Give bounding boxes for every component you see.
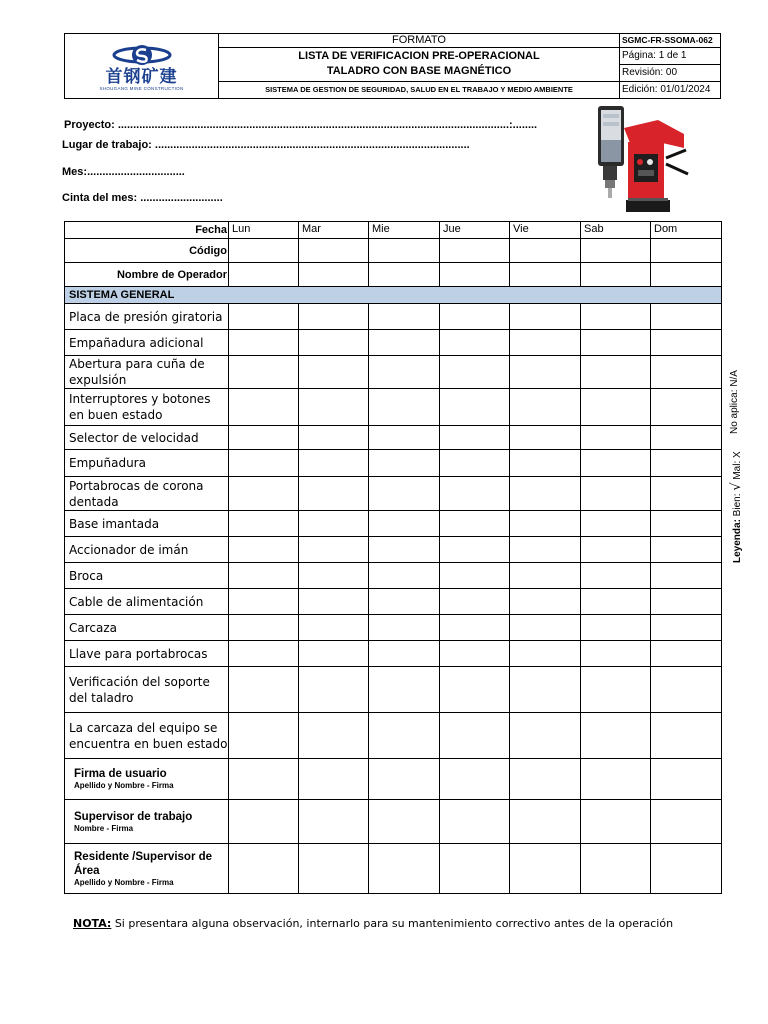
check-cell[interactable]: [651, 426, 722, 450]
check-cell[interactable]: [581, 450, 651, 477]
check-cell[interactable]: [229, 615, 299, 641]
check-cell[interactable]: [299, 356, 369, 389]
page-number: Página: 1 de 1: [620, 48, 721, 65]
signature-subtitle: Apellido y Nombre - Firma: [74, 781, 174, 790]
check-cell[interactable]: [299, 263, 369, 287]
fecha-row: [65, 222, 722, 239]
checklist-row: [65, 477, 722, 511]
title-line-2: TALADRO CON BASE MAGNÉTICO: [326, 65, 512, 78]
check-cell[interactable]: [581, 641, 651, 667]
revision-number: Revisión: 00: [620, 64, 721, 81]
fecha-label: Fecha: [65, 222, 229, 239]
check-cell[interactable]: [229, 477, 299, 511]
check-cell[interactable]: [440, 589, 510, 615]
signature-label: [65, 844, 229, 894]
check-cell[interactable]: [581, 615, 651, 641]
check-cell[interactable]: [581, 759, 651, 800]
check-cell[interactable]: [440, 356, 510, 389]
check-cell[interactable]: [651, 330, 722, 356]
title-line-1: LISTA DE VERIFICACION PRE-OPERACIONAL: [298, 50, 540, 63]
check-cell[interactable]: [229, 641, 299, 667]
check-cell[interactable]: [581, 389, 651, 426]
day-0: Lun: [229, 222, 299, 239]
checklist-item-label: Base imantada: [65, 511, 229, 537]
checklist-row: [65, 356, 722, 389]
check-cell[interactable]: [369, 356, 440, 389]
legend-check: √: [729, 482, 744, 491]
check-cell[interactable]: [229, 759, 299, 800]
check-cell[interactable]: [299, 615, 369, 641]
check-cell[interactable]: [229, 330, 299, 356]
signature-row: [65, 844, 722, 894]
lugar-label: Lugar de trabajo:: [62, 139, 152, 151]
header-table: [64, 33, 721, 99]
check-cell[interactable]: [581, 537, 651, 563]
checklist-row: [65, 389, 722, 426]
check-cell[interactable]: [299, 667, 369, 713]
legend: [729, 451, 744, 563]
codigo-label: Código: [65, 239, 229, 263]
mes-label: Mes:: [62, 166, 88, 178]
check-cell[interactable]: [581, 356, 651, 389]
checklist-row: [65, 450, 722, 477]
check-cell[interactable]: [510, 477, 581, 511]
check-cell[interactable]: [299, 589, 369, 615]
day-5: Sab: [581, 222, 651, 239]
check-cell[interactable]: [299, 426, 369, 450]
check-cell[interactable]: [229, 844, 299, 894]
check-cell[interactable]: [369, 713, 440, 759]
check-cell[interactable]: [440, 450, 510, 477]
edition-date: Edición: 01/01/2024: [620, 81, 721, 98]
check-cell[interactable]: [651, 263, 722, 287]
signature-title: Supervisor de trabajo: [74, 810, 193, 823]
check-cell[interactable]: [369, 589, 440, 615]
check-cell[interactable]: [440, 759, 510, 800]
check-cell[interactable]: [229, 667, 299, 713]
check-cell[interactable]: [229, 356, 299, 389]
check-cell[interactable]: [369, 304, 440, 330]
check-cell[interactable]: [229, 239, 299, 263]
check-cell[interactable]: [229, 263, 299, 287]
checklist-row: [65, 615, 722, 641]
check-cell[interactable]: [299, 641, 369, 667]
check-cell[interactable]: [581, 330, 651, 356]
check-cell[interactable]: [651, 713, 722, 759]
legend-label: Leyenda:: [732, 519, 743, 563]
check-cell[interactable]: [369, 563, 440, 589]
check-cell[interactable]: [651, 304, 722, 330]
check-cell[interactable]: [651, 844, 722, 894]
checklist-row: [65, 426, 722, 450]
legend-na: No aplica: N/A: [729, 370, 740, 434]
check-cell[interactable]: [440, 239, 510, 263]
formato-label: FORMATO: [219, 34, 620, 48]
check-cell[interactable]: [299, 537, 369, 563]
signature-label: [65, 759, 229, 800]
check-cell[interactable]: [440, 511, 510, 537]
check-cell[interactable]: [510, 511, 581, 537]
checklist-item-label: Carcaza: [65, 615, 229, 641]
section-row: [65, 287, 722, 304]
check-cell[interactable]: [510, 713, 581, 759]
check-cell[interactable]: [510, 615, 581, 641]
checklist-item-label: Cable de alimentación: [65, 589, 229, 615]
check-cell[interactable]: [229, 589, 299, 615]
checklist-item-label: Accionador de imán: [65, 537, 229, 563]
check-cell[interactable]: [229, 511, 299, 537]
check-cell[interactable]: [440, 641, 510, 667]
checklist-table: [64, 221, 722, 894]
check-cell[interactable]: [440, 615, 510, 641]
check-cell[interactable]: [369, 759, 440, 800]
management-system-label: SISTEMA DE GESTION DE SEGURIDAD, SALUD EN EL TRABAJO Y MEDIO AMBIENTE: [219, 81, 620, 98]
check-cell[interactable]: [651, 511, 722, 537]
check-cell[interactable]: [581, 667, 651, 713]
footer-note: [73, 917, 673, 930]
check-cell[interactable]: [229, 450, 299, 477]
check-cell[interactable]: [581, 426, 651, 450]
check-cell[interactable]: [369, 426, 440, 450]
day-2: Mie: [369, 222, 440, 239]
check-cell[interactable]: [581, 263, 651, 287]
logo-chinese-text: 首钢矿建: [105, 67, 178, 87]
document-code: SGMC-FR-SSOMA-062: [620, 34, 721, 48]
signature-row: [65, 759, 722, 800]
check-cell[interactable]: [440, 713, 510, 759]
company-logo: [65, 34, 219, 99]
check-cell[interactable]: [229, 537, 299, 563]
check-cell[interactable]: [299, 389, 369, 426]
check-cell[interactable]: [299, 511, 369, 537]
check-cell[interactable]: [369, 330, 440, 356]
check-cell[interactable]: [581, 713, 651, 759]
checklist-item-label: Verificación del soporte del taladro: [65, 667, 229, 713]
check-cell[interactable]: [299, 844, 369, 894]
check-cell[interactable]: [510, 800, 581, 844]
day-3: Jue: [440, 222, 510, 239]
check-cell[interactable]: [229, 389, 299, 426]
check-cell[interactable]: [651, 759, 722, 800]
check-cell[interactable]: [651, 356, 722, 389]
checklist-item-label: Placa de presión giratoria: [65, 304, 229, 330]
check-cell[interactable]: [510, 356, 581, 389]
check-cell[interactable]: [440, 800, 510, 844]
check-cell[interactable]: [229, 304, 299, 330]
check-cell[interactable]: [581, 304, 651, 330]
legend-mal: Mal: X: [732, 451, 743, 480]
check-cell[interactable]: [510, 330, 581, 356]
check-cell[interactable]: [651, 477, 722, 511]
check-cell[interactable]: [369, 450, 440, 477]
checklist-item-label: Interruptores y botones en buen estado: [65, 389, 229, 426]
check-cell[interactable]: [510, 537, 581, 563]
check-cell[interactable]: [510, 263, 581, 287]
signature-subtitle: Apellido y Nombre - Firma: [74, 877, 174, 887]
checklist-row: [65, 537, 722, 563]
check-cell[interactable]: [581, 589, 651, 615]
magnetic-drill-image: [588, 104, 690, 214]
checklist-row: [65, 713, 722, 759]
check-cell[interactable]: [510, 844, 581, 894]
check-cell[interactable]: [440, 304, 510, 330]
checklist-item-label: Llave para portabrocas: [65, 641, 229, 667]
check-cell[interactable]: [369, 615, 440, 641]
check-cell[interactable]: [299, 239, 369, 263]
check-cell[interactable]: [299, 477, 369, 511]
check-cell[interactable]: [369, 263, 440, 287]
check-cell[interactable]: [440, 389, 510, 426]
check-cell[interactable]: [510, 304, 581, 330]
lugar-blank[interactable]: .......................................................................................................: [154, 139, 470, 151]
check-cell[interactable]: [651, 667, 722, 713]
day-4: Vie: [510, 222, 581, 239]
check-cell[interactable]: [369, 239, 440, 263]
check-cell[interactable]: [369, 477, 440, 511]
check-cell[interactable]: [651, 589, 722, 615]
check-cell[interactable]: [369, 667, 440, 713]
mes-field[interactable]: [62, 166, 185, 178]
check-cell[interactable]: [510, 759, 581, 800]
check-cell[interactable]: [299, 563, 369, 589]
check-cell[interactable]: [510, 563, 581, 589]
check-cell[interactable]: [651, 641, 722, 667]
checklist-row: [65, 589, 722, 615]
check-cell[interactable]: [440, 563, 510, 589]
operador-label: Nombre de Operador: [65, 263, 229, 287]
day-6: Dom: [651, 222, 722, 239]
check-cell[interactable]: [581, 844, 651, 894]
day-1: Mar: [299, 222, 369, 239]
check-cell[interactable]: [299, 304, 369, 330]
check-cell[interactable]: [369, 800, 440, 844]
check-cell[interactable]: [299, 759, 369, 800]
nota-text: Si presentara alguna observación, internarlo para su mantenimiento correctivo antes de la operación: [111, 917, 674, 930]
checklist-row: [65, 563, 722, 589]
check-cell[interactable]: [440, 667, 510, 713]
check-cell[interactable]: [510, 641, 581, 667]
check-cell[interactable]: [440, 844, 510, 894]
check-cell[interactable]: [651, 450, 722, 477]
checklist-item-label: Broca: [65, 563, 229, 589]
check-cell[interactable]: [229, 800, 299, 844]
check-cell[interactable]: [651, 615, 722, 641]
signature-label: [65, 800, 229, 844]
check-cell[interactable]: [651, 800, 722, 844]
logo-english-text: SHOUGANG MINE CONSTRUCTION: [99, 86, 184, 91]
checklist-item-label: Empuñadura: [65, 450, 229, 477]
nota-label: NOTA:: [73, 917, 112, 930]
checklist-item-label: Abertura para cuña de expulsión: [65, 356, 229, 389]
check-cell[interactable]: [440, 426, 510, 450]
check-cell[interactable]: [369, 511, 440, 537]
check-cell[interactable]: [510, 426, 581, 450]
check-cell[interactable]: [440, 537, 510, 563]
check-cell[interactable]: [369, 844, 440, 894]
check-cell[interactable]: [440, 330, 510, 356]
mes-blank[interactable]: ................................: [87, 166, 185, 178]
lugar-field[interactable]: [62, 139, 470, 151]
check-cell[interactable]: [299, 713, 369, 759]
checklist-item-label: Portabrocas de corona dentada: [65, 477, 229, 511]
operador-row: [65, 263, 722, 287]
signature-row: [65, 800, 722, 844]
legend-bien: Bien:: [732, 493, 743, 517]
checklist-row: [65, 304, 722, 330]
checklist-item-label: La carcaza del equipo se encuentra en buen estado: [65, 713, 229, 759]
cinta-label: Cinta del mes:: [62, 192, 138, 204]
checklist-item-label: Empañadura adicional: [65, 330, 229, 356]
check-cell[interactable]: [510, 667, 581, 713]
signature-title: Residente /Supervisor de Área: [74, 850, 213, 877]
cinta-blank[interactable]: ...........................: [140, 192, 223, 204]
check-cell[interactable]: [440, 263, 510, 287]
check-cell[interactable]: [229, 713, 299, 759]
check-cell[interactable]: [651, 537, 722, 563]
signature-title: Firma de usuario: [74, 768, 167, 780]
proyecto-label: Proyecto:: [64, 119, 115, 131]
checklist-item-label: Selector de velocidad: [65, 426, 229, 450]
check-cell[interactable]: [510, 239, 581, 263]
check-cell[interactable]: [651, 389, 722, 426]
check-cell[interactable]: [510, 589, 581, 615]
check-cell[interactable]: [651, 563, 722, 589]
document-title: [219, 48, 620, 82]
check-cell[interactable]: [369, 641, 440, 667]
check-cell[interactable]: [299, 330, 369, 356]
check-cell[interactable]: [299, 450, 369, 477]
proyecto-blank[interactable]: ................................................................................................................................:........: [117, 119, 538, 131]
logo-emblem-icon: [112, 42, 172, 68]
check-cell[interactable]: [369, 537, 440, 563]
check-cell[interactable]: [581, 477, 651, 511]
codigo-row: [65, 239, 722, 263]
check-cell[interactable]: [581, 563, 651, 589]
section-title: SISTEMA GENERAL: [65, 287, 722, 304]
checklist-row: [65, 511, 722, 537]
check-cell[interactable]: [581, 511, 651, 537]
check-cell[interactable]: [299, 800, 369, 844]
check-cell[interactable]: [510, 389, 581, 426]
check-cell[interactable]: [369, 389, 440, 426]
check-cell[interactable]: [229, 426, 299, 450]
signature-subtitle: Nombre - Firma: [74, 823, 134, 833]
check-cell[interactable]: [440, 477, 510, 511]
proyecto-field[interactable]: [64, 119, 537, 131]
checklist-row: [65, 667, 722, 713]
cinta-field[interactable]: [62, 192, 223, 204]
checklist-row: [65, 641, 722, 667]
checklist-row: [65, 330, 722, 356]
check-cell[interactable]: [229, 563, 299, 589]
check-cell[interactable]: [510, 450, 581, 477]
check-cell[interactable]: [651, 239, 722, 263]
check-cell[interactable]: [581, 239, 651, 263]
check-cell[interactable]: [581, 800, 651, 844]
